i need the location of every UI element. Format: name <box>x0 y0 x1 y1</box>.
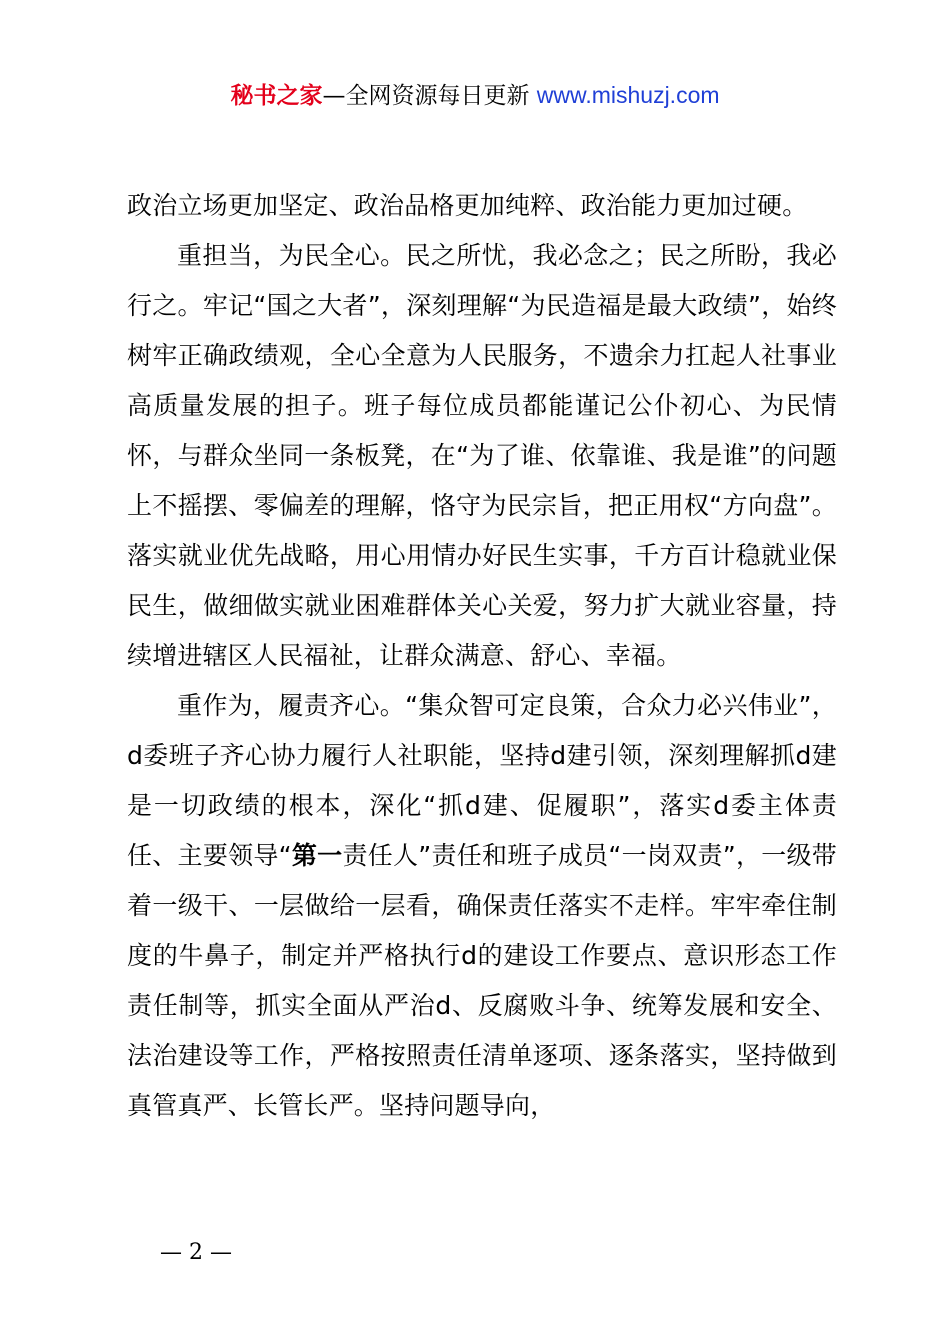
page-header <box>0 78 950 113</box>
paragraph-responsibility: 重担当，为民全心。民之所忧，我必念之；民之所盼，我必行之。牢记“国之大者”，深刻理解“为民造福是最大政绩”，始终树牢正确政绩观，全心全意为人民服务，不遗余力扛起人社事业高质量发展的担子。班子每位成员都能谨记公仆初心、为民情怀，与群众坐同一条板凳，在“为了谁、依靠谁、我是谁”的问题上不摇摆、零偏差的理解，恪守为民宗旨，把正用权“方向盘”。落实就业优先战略，用心用情办好民生实事，千方百计稳就业保民生，做细做实就业困难群体关心关爱，努力扩大就业容量，持续增进辖区人民福祉，让群众满意、舒心、幸福。 <box>127 241 837 670</box>
site-tagline: —全网资源每日更新 <box>322 83 530 109</box>
page-number: — 2 — <box>160 1240 232 1265</box>
document-body <box>127 181 837 1131</box>
paragraph-action-bold: 第一 <box>291 841 343 870</box>
paragraph-continuation: 政治立场更加坚定、政治品格更加纯粹、政治能力更加过硬。 <box>127 191 808 220</box>
paragraph-action <box>127 681 837 1131</box>
site-url[interactable]: www.mishuzj.com <box>536 82 720 108</box>
paragraph-action-text-2: 责任人”责任和班子成员“一岗双责”，一级带着一级干、一层做给一层看，确保责任落实不走样。牢牢牵住制度的牛鼻子，制定并严格执行d的建设工作要点、意识形态工作责任制等，抓实全面从严治d、反腐败斗争、统筹发展和安全、法治建设等工作，严格按照责任清单逐项、逐条落实，坚持做到真管真严、长管长严。坚持问题导向， <box>127 841 837 1120</box>
site-brand: 秘书之家 <box>230 83 323 109</box>
paragraph-action-text-1: 重作为，履责齐心。“集众智可定良策，合众力必兴伟业”，d委班子齐心协力履行人社职能，坚持d建引领，深刻理解抓d建是一切政绩的根本，深化“抓d建、促履职”，落实d委主体责任、主要领导“ <box>127 691 837 870</box>
